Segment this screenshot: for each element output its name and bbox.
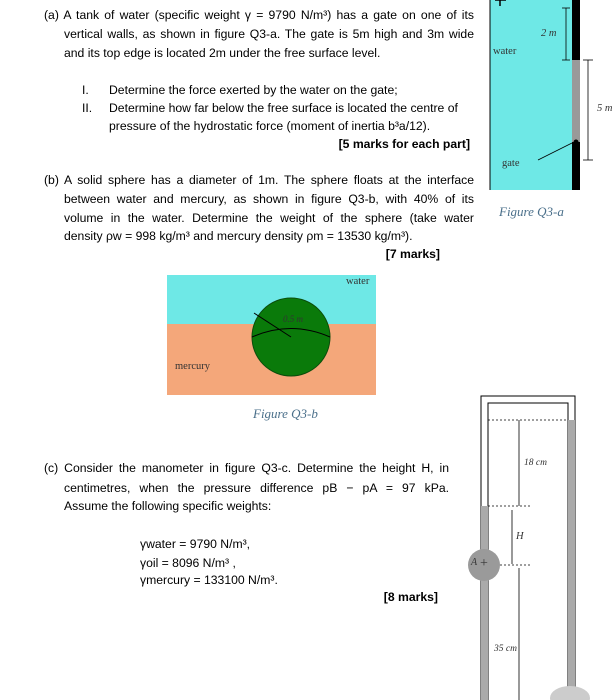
figure-b-water-label: water <box>346 276 370 287</box>
figure-a-wall-upper <box>572 0 580 60</box>
figure-q3-b <box>167 275 376 395</box>
part-c-weight-water: γwater = 9790 N/m³, <box>140 537 251 551</box>
part-a-item-2-number: II. <box>82 101 93 115</box>
figure-c-dim-35-label: 35 cm <box>494 644 517 654</box>
part-a-line-1: (a) A tank of water (specific weight γ = 9790 N/m³) has a gate on one of its <box>44 8 474 22</box>
part-a-item-1: Determine the force exerted by the water on the gate; <box>109 83 398 97</box>
part-a-marks: [5 marks for each part] <box>338 137 470 151</box>
part-c-marks: [8 marks] <box>383 590 438 604</box>
figure-q3-c <box>455 390 613 700</box>
part-a-item-2-line-1: Determine how far below the free surface is located the centre of <box>109 101 458 115</box>
figure-a-gate-label: gate <box>502 158 520 169</box>
figure-a-wall-lower <box>572 142 580 190</box>
figure-a-caption: Figure Q3-a <box>499 204 564 219</box>
figure-a-hinge <box>574 140 579 145</box>
part-a-line-3: and its top edge is located 2m under the free surface level. <box>64 46 381 60</box>
part-a-item-2-line-2: pressure of the hydrostatic force (moment of inertia b³a/12). <box>109 119 431 133</box>
figure-c-plus-sign: + <box>480 556 488 571</box>
figure-c-bulb-b <box>550 686 590 700</box>
part-b-line-4: density ρw = 998 kg/m³ and mercury density ρm = 13530 kg/m³). <box>64 229 413 243</box>
part-c-weight-oil: γoil = 8096 N/m³ , <box>140 556 236 570</box>
figure-c-point-a-label: A <box>471 557 478 568</box>
figure-a-gate <box>572 60 580 142</box>
part-b-line-1: (b) A solid sphere has a diameter of 1m. The sphere floats at the interface <box>44 173 474 187</box>
part-b-line-2: between water and mercury, as shown in figure Q3-b, with 40% of its <box>64 192 474 206</box>
figure-c-dim-h-label: H <box>516 531 524 542</box>
figure-c-right-leg-fluid <box>568 420 575 700</box>
part-c-weight-mercury: γmercury = 133100 N/m³. <box>140 573 278 587</box>
part-b-marks: [7 marks] <box>385 247 440 261</box>
part-c-line-2: centimetres, when the pressure difference pB − pA = 97 kPa. <box>64 481 449 495</box>
figure-c-tube-outer <box>481 396 575 700</box>
figure-b-mercury-label: mercury <box>175 361 210 372</box>
figure-a-water-label: water <box>493 46 517 57</box>
figure-c-left-leg-fluid <box>481 506 488 700</box>
figure-a-dim-5m-label: 5 m <box>597 103 613 114</box>
figure-c-tube-inner <box>488 403 568 700</box>
figure-b-caption: Figure Q3-b <box>253 406 318 421</box>
part-c-line-3: Assume the following specific weights: <box>64 499 272 513</box>
part-a-line-2: vertical walls, as shown in figure Q3-a. The gate is 5m high and 3m wide <box>64 27 474 41</box>
figure-c-dim-18-label: 18 cm <box>524 458 547 468</box>
figure-a-dim-2m-label: 2 m <box>541 28 557 39</box>
part-a-item-1-number: I. <box>82 83 89 97</box>
figure-b-radius-label: 0.5 m <box>283 314 303 324</box>
part-b-line-3: volume in the water. Determine the weight of the sphere (take water <box>64 211 474 225</box>
part-c-line-1: (c) Consider the manometer in figure Q3-c. Determine the height H, in <box>44 461 449 475</box>
